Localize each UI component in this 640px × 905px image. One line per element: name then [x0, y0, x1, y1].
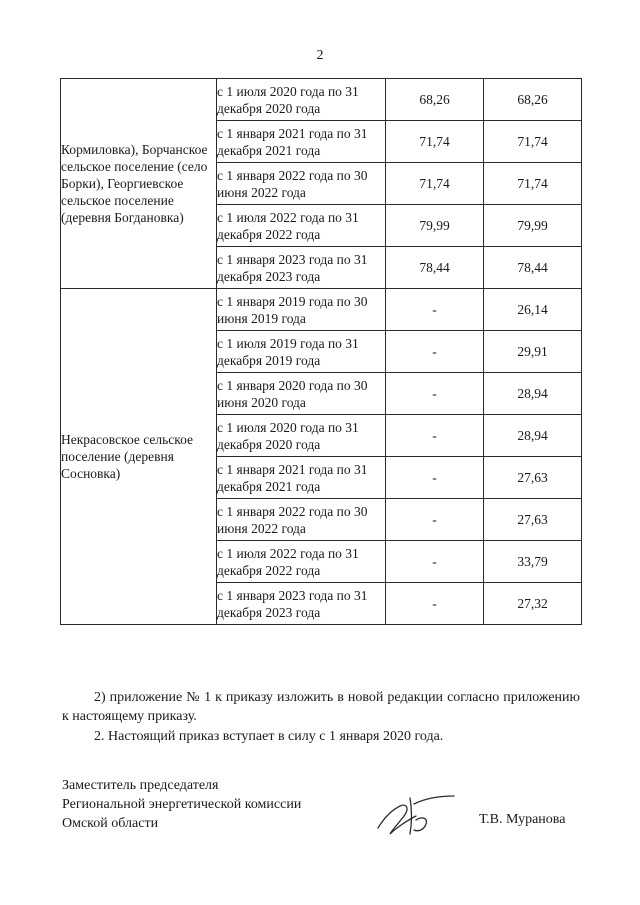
table-row	[61, 289, 582, 331]
signatory-name: Т.В. Муранова	[479, 812, 566, 827]
value-cell: 29,91	[484, 331, 582, 373]
territory-cell: Некрасовское сельское поселение (деревня Сосновка)	[61, 289, 217, 625]
value-cell: 78,44	[484, 247, 582, 289]
value-cell: -	[386, 415, 484, 457]
value-cell: 78,44	[386, 247, 484, 289]
signatory-title-line: Омской области	[62, 816, 159, 831]
territory-cell: Кормиловка), Борчанское сельское поселение (село Борки), Георгиевское сельское поселение (деревня Богдановка)	[61, 79, 217, 289]
value-cell: -	[386, 541, 484, 583]
handwritten-signature	[370, 790, 460, 840]
period-cell: с 1 июля 2022 года по 31 декабря 2022 года	[217, 205, 386, 247]
value-cell: -	[386, 583, 484, 625]
period-cell: с 1 января 2023 года по 31 декабря 2023 года	[217, 583, 386, 625]
period-cell: с 1 июля 2022 года по 31 декабря 2022 года	[217, 541, 386, 583]
period-cell: с 1 января 2022 года по 30 июня 2022 года	[217, 163, 386, 205]
value-cell: 68,26	[484, 79, 582, 121]
value-cell: -	[386, 289, 484, 331]
value-cell: 71,74	[484, 163, 582, 205]
period-cell: с 1 января 2021 года по 31 декабря 2021 года	[217, 121, 386, 163]
signatory-title-line: Заместитель председателя	[62, 778, 219, 793]
period-cell: с 1 июля 2020 года по 31 декабря 2020 года	[217, 415, 386, 457]
period-cell: с 1 июля 2020 года по 31 декабря 2020 года	[217, 79, 386, 121]
value-cell: 27,63	[484, 499, 582, 541]
period-cell: с 1 января 2019 года по 30 июня 2019 года	[217, 289, 386, 331]
value-cell: 79,99	[386, 205, 484, 247]
signatory-title-line: Региональной энергетической комиссии	[62, 797, 302, 812]
amendment-paragraph: 2) приложение № 1 к приказу изложить в новой редакции согласно приложению к настоящему приказу.	[62, 690, 580, 724]
table-row	[61, 79, 582, 121]
value-cell: 71,74	[386, 121, 484, 163]
value-cell: 71,74	[484, 121, 582, 163]
value-cell: 33,79	[484, 541, 582, 583]
value-cell: 27,32	[484, 583, 582, 625]
value-cell: 27,63	[484, 457, 582, 499]
tariff-table	[60, 78, 582, 625]
value-cell: -	[386, 499, 484, 541]
value-cell: -	[386, 373, 484, 415]
value-cell: 79,99	[484, 205, 582, 247]
period-cell: с 1 января 2020 года по 30 июня 2020 года	[217, 373, 386, 415]
period-cell: с 1 января 2021 года по 31 декабря 2021 года	[217, 457, 386, 499]
period-cell: с 1 июля 2019 года по 31 декабря 2019 года	[217, 331, 386, 373]
period-cell: с 1 января 2022 года по 30 июня 2022 года	[217, 499, 386, 541]
value-cell: 68,26	[386, 79, 484, 121]
signatory-title	[62, 776, 301, 833]
value-cell: -	[386, 331, 484, 373]
value-cell: 28,94	[484, 373, 582, 415]
value-cell: -	[386, 457, 484, 499]
value-cell: 71,74	[386, 163, 484, 205]
value-cell: 28,94	[484, 415, 582, 457]
page-number: 2	[316, 48, 324, 63]
value-cell: 26,14	[484, 289, 582, 331]
period-cell: с 1 января 2023 года по 31 декабря 2023 года	[217, 247, 386, 289]
effective-date-paragraph: 2. Настоящий приказ вступает в силу с 1 января 2020 года.	[94, 729, 444, 744]
